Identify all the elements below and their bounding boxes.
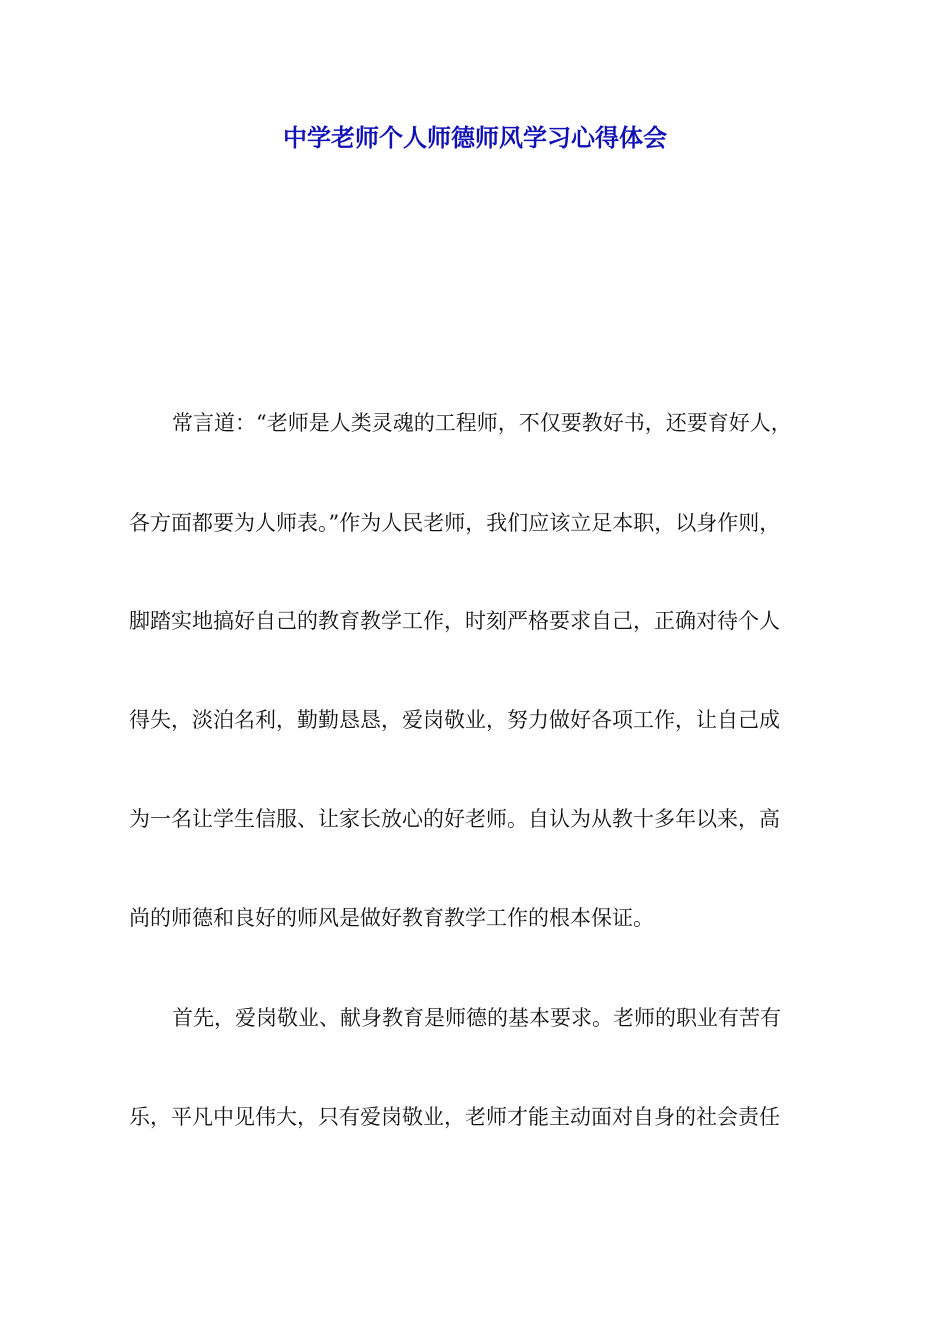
paragraph-1-line-1: 常言道：“老师是人类灵魂的工程师，不仅要教好书，还要育好人， xyxy=(172,411,792,435)
paragraph-1-line-2: 各方面都要为人师表。”作为人民老师，我们应该立足本职，以身作则， xyxy=(129,511,781,535)
document-title: 中学老师个人师德师风学习心得体会 xyxy=(283,124,667,152)
paragraph-1-line-3: 脚踏实地搞好自己的教育教学工作，时刻严格要求自己，正确对待个人 xyxy=(129,609,780,633)
paragraph-1-line-6: 尚的师德和良好的师风是做好教育教学工作的根本保证。 xyxy=(129,906,654,930)
paragraph-2-line-1: 首先，爱岗敬业、献身教育是师德的基本要求。老师的职业有苦有 xyxy=(172,1006,781,1030)
paragraph-1-line-5: 为一名让学生信服、让家长放心的好老师。自认为从教十多年以来，高 xyxy=(129,807,780,831)
paragraph-1-line-4: 得失，淡泊名利，勤勤恳恳，爱岗敬业，努力做好各项工作，让自己成 xyxy=(129,708,780,732)
paragraph-2-line-2: 乐，平凡中见伟大，只有爱岗敬业，老师才能主动面对自身的社会责任 xyxy=(129,1105,780,1129)
